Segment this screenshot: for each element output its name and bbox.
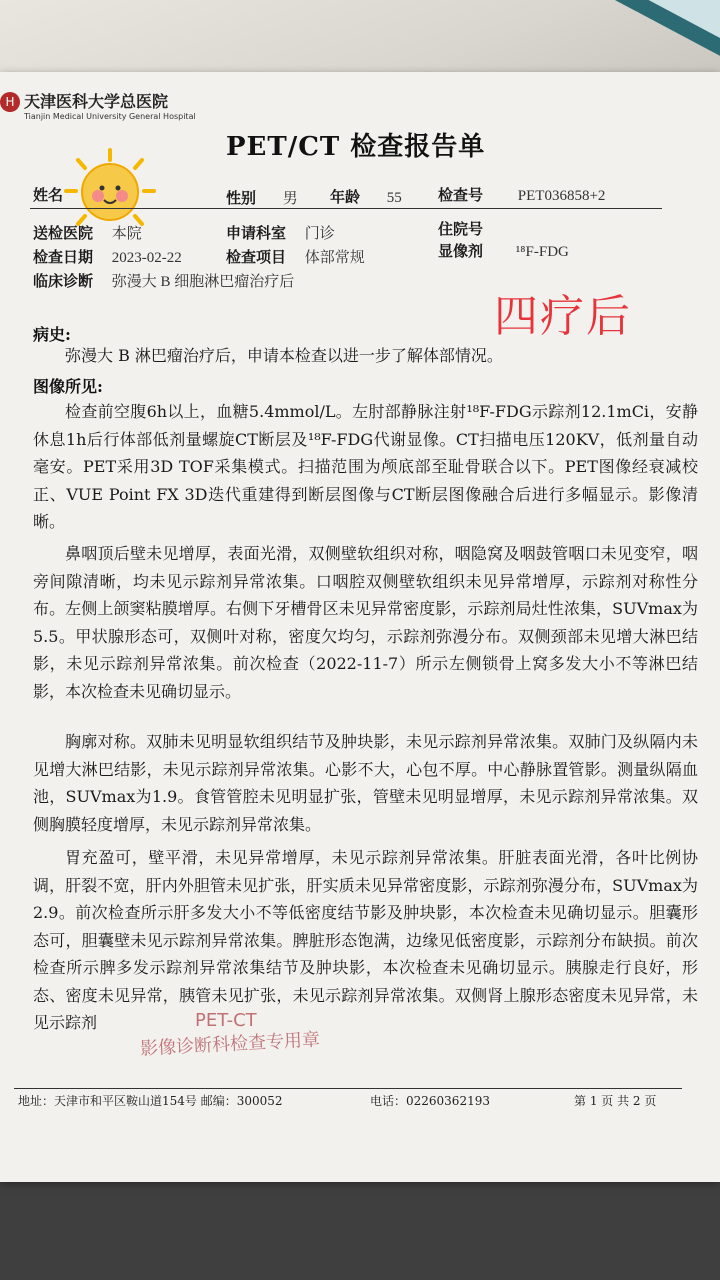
date-value: 2023-02-22 [111, 250, 182, 266]
age-value: 55 [386, 190, 402, 206]
hospital-emblem-icon: H [0, 92, 20, 112]
seal-line-1: PET-CT [195, 1010, 257, 1031]
findings-paragraph-1: 检查前空腹6h以上，血糖5.4mmol/L。左肘部静脉注射¹⁸F-FDG示踪剂12.1mCi，安静休息1h后行体部低剂量螺旋CT断层及¹⁸F-FDG代谢显像。CT扫描电压120KV，低剂量自动毫安。PET采用3D TOF采集模式。扫描范围为颅底部至耻骨联合以下。PET图像经衰减校正、VUE Point FX 3D迭代重建得到断层图像与CT断层图像融合后进行多幅显示。影像清晰。 [33, 402, 698, 531]
findings-paragraph-3: 胸廓对称。双肺未见明显软组织结节及肿块影，未见示踪剂异常浓集。双肺门及纵隔内未见增大淋巴结影，未见示踪剂异常浓集。心影不大，心包不厚。中心静脉置管影。测量纵隔血池，SUVmax为1.9。食管管腔未见明显扩张，管壁未见明显增厚，未见示踪剂异常浓集。双侧胸膜轻度增厚，未见示踪剂异常浓集。 [33, 732, 698, 834]
send-hospital-label: 送检医院 [33, 224, 94, 242]
footer-phone: 电话：02260362193 [370, 1094, 490, 1108]
age-label: 年龄 [330, 188, 361, 206]
background-bottom [0, 1180, 720, 1280]
footer-page: 第 1 页 共 2 页 [574, 1094, 657, 1108]
header-divider [30, 208, 662, 209]
exam-no-label: 检查号 [438, 186, 484, 204]
dept-value: 门诊 [304, 226, 335, 242]
inpatient-label: 住院号 [438, 220, 484, 238]
agent-value: ¹⁸F-FDG [515, 244, 569, 260]
handwritten-annotation: 四疗后 [494, 291, 632, 342]
dept-label: 申请科室 [226, 224, 287, 242]
name-label: 姓名 [33, 186, 64, 204]
send-hospital-value: 本院 [111, 226, 142, 242]
page-title: PET/CT 检查报告单 [226, 132, 486, 162]
hospital-name-en: Tianjin Medical University General Hospital [24, 112, 196, 121]
sex-label: 性别 [226, 189, 257, 207]
findings-paragraph-4: 胃充盈可，壁平滑，未见异常增厚，未见示踪剂异常浓集。肝脏表面光滑，各叶比例协调，肝裂不宽，肝内外胆管未见扩张，肝实质未见异常密度影，示踪剂弥漫分布，SUVmax为2.9。前次检查所示肝多发大小不等低密度结节影及肿块影，本次检查未见确切显示。胆囊形态可，胆囊壁未见示踪剂异常浓集。脾脏形态饱满，边缘见低密度影，示踪剂分布缺损。前次检查所示脾多发示踪剂异常浓集结节及肿块影，本次检查未见确切显示。胰腺走行良好，形态、密度未见异常，胰管未见扩张，未见示踪剂异常浓集。双侧肾上腺形态密度未见异常，未见示踪剂 [33, 848, 698, 1032]
findings-paragraph-2: 鼻咽顶后壁未见增厚，表面光滑，双侧壁软组织对称，咽隐窝及咽鼓管咽口未见变窄，咽旁间隙清晰，均未见示踪剂异常浓集。口咽腔双侧壁软组织未见异常增厚，示踪剂对称性分布。左侧上颌窦粘膜增厚。右侧下牙槽骨区未见异常密度影，示踪剂局灶性浓集，SUVmax为5.5。甲状腺形态可，双侧叶对称，密度欠均匀，示踪剂弥漫分布。双侧颈部未见增大淋巴结影，未见示踪剂异常浓集。前次检查（2022-11-7）所示左侧锁骨上窝多发大小不等淋巴结影，本次检查未见确切显示。 [33, 544, 698, 701]
diagnosis-label: 临床诊断 [33, 272, 94, 290]
hospital-logo [0, 92, 168, 112]
history-heading: 病史: [33, 325, 71, 344]
date-label: 检查日期 [33, 248, 94, 266]
item-label: 检查项目 [226, 248, 287, 266]
footer-address: 地址：天津市和平区鞍山道154号 邮编：300052 [18, 1094, 283, 1108]
history-text: 弥漫大 B 淋巴瘤治疗后，申请本检查以进一步了解体部情况。 [65, 346, 503, 365]
hospital-name: 天津医科大学总医院 [24, 92, 169, 111]
footer-divider [14, 1088, 682, 1089]
agent-label: 显像剂 [438, 242, 484, 260]
findings-heading: 图像所见: [33, 377, 103, 396]
diagnosis-value: 弥漫大 B 细胞淋巴瘤治疗后 [111, 274, 295, 290]
sex-value: 男 [282, 191, 298, 207]
seal-line-2: 影像诊断科检查专用章 [139, 1029, 321, 1060]
item-value: 体部常规 [304, 250, 365, 266]
exam-no-value: PET036858+2 [517, 188, 606, 204]
